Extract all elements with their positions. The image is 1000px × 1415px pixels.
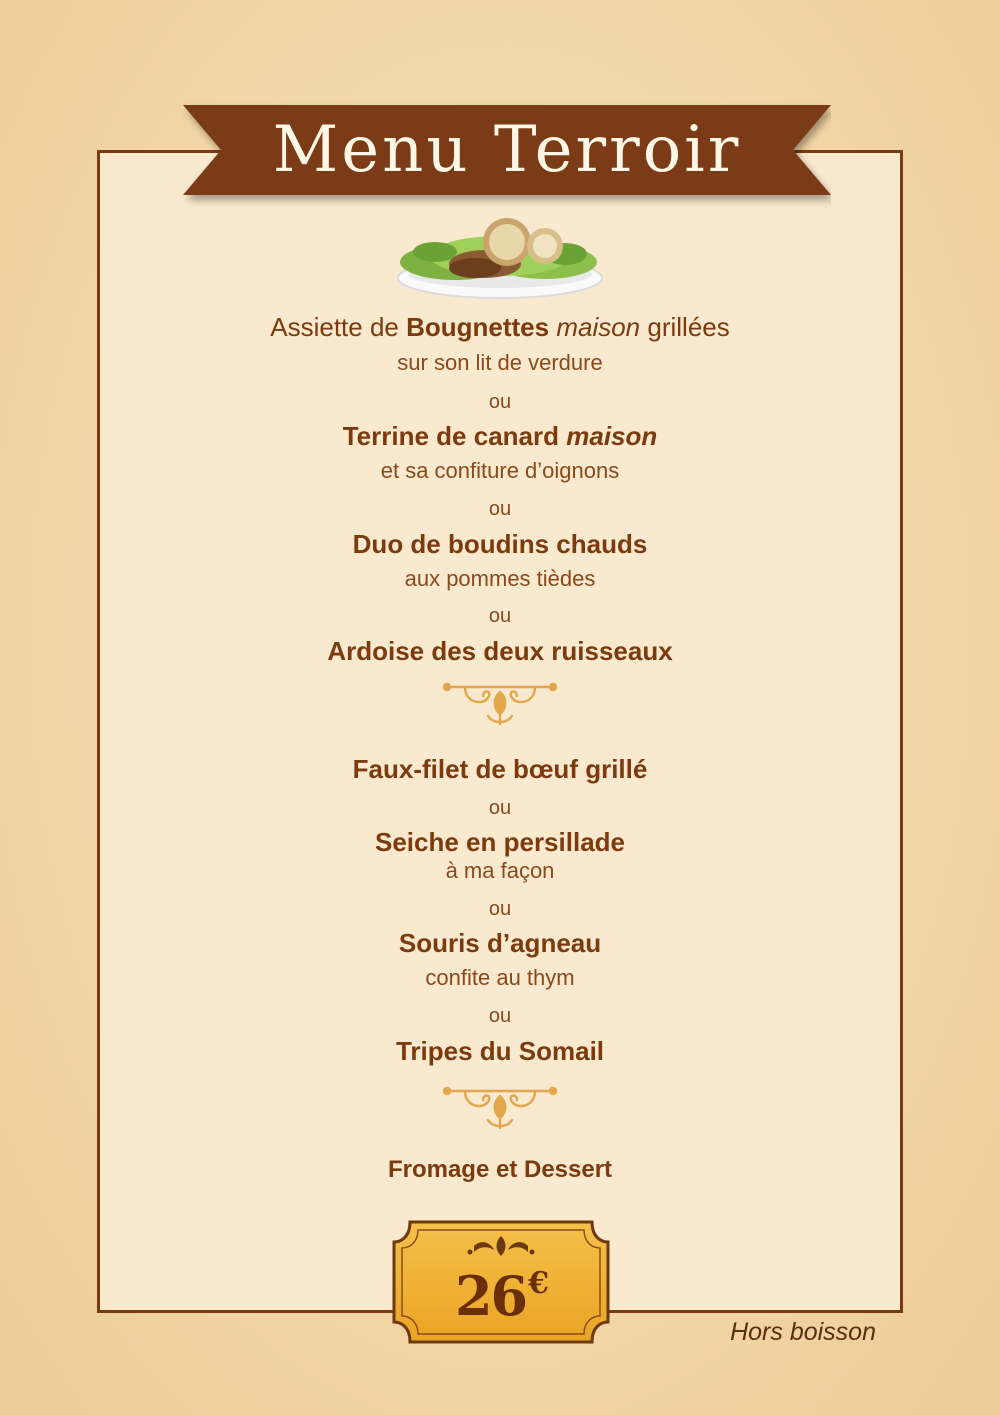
starter-boudins: Duo de boudins chauds (352, 529, 648, 559)
starter-bougnettes (100, 312, 900, 343)
main-3-description: confite au thym (425, 965, 575, 990)
starter-3-description: aux pommes tièdes (404, 566, 596, 591)
starter-1-italic: maison (556, 312, 641, 342)
menu-title: Menu Terroir (272, 113, 742, 187)
title-banner (183, 100, 831, 215)
price-badge (390, 1212, 612, 1352)
main-souris-agneau: Souris d’agneau (398, 928, 602, 958)
separator-ou: ou (488, 1005, 512, 1027)
drinks-note: Hors boisson (730, 1318, 876, 1346)
starter-2-name: Terrine de canard (342, 421, 567, 451)
starter-1-name: Bougnettes (406, 312, 550, 342)
price-currency: € (528, 1266, 548, 1301)
price-amount: 26 (454, 1264, 527, 1328)
starter-terrine (100, 421, 900, 452)
main-2-description: à ma façon (445, 858, 555, 883)
dessert-line: Fromage et Dessert (387, 1156, 613, 1183)
main-seiche: Seiche en persillade (374, 827, 625, 857)
separator-ou: ou (488, 898, 512, 920)
separator-ou: ou (488, 797, 512, 819)
starter-1-prefix: Assiette de (270, 312, 407, 342)
starter-2-italic: maison (566, 421, 658, 451)
starter-ardoise: Ardoise des deux ruisseaux (327, 636, 673, 666)
starter-1-suffix: grillées (640, 312, 730, 342)
price-value (390, 1264, 612, 1328)
salad-plate-image (395, 212, 605, 304)
starter-1-description: sur son lit de verdure (397, 350, 603, 375)
separator-ou: ou (488, 391, 512, 413)
main-tripes: Tripes du Somail (395, 1036, 605, 1066)
separator-ou: ou (488, 498, 512, 520)
ornament-divider-icon (443, 678, 557, 728)
separator-ou: ou (488, 605, 512, 627)
main-faux-filet: Faux-filet de bœuf grillé (352, 754, 648, 784)
ornament-divider-icon (443, 1082, 557, 1132)
starter-2-description: et sa confiture d’oignons (380, 458, 620, 483)
